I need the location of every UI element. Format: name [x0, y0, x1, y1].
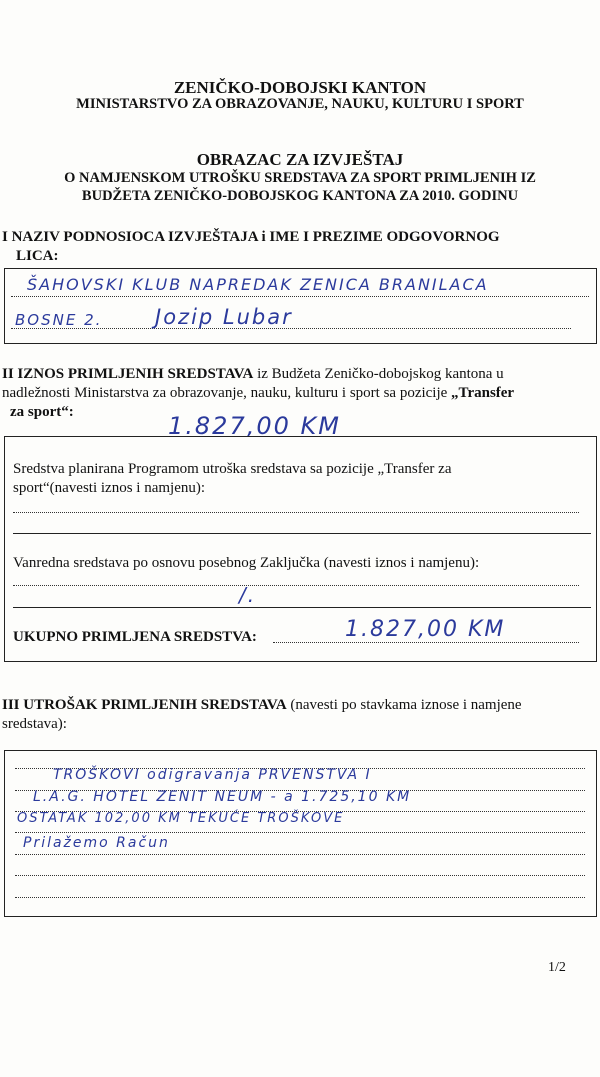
extra-funds-handwritten: /. — [239, 583, 257, 607]
section2-heading-text2: nadležnosti Ministarstva za obrazovanje, nauku, kulturu i sport sa pozicije — [2, 385, 452, 401]
received-amount-handwritten: 1.827,00 KM — [168, 412, 341, 440]
dotted-line — [13, 585, 579, 586]
section2-heading — [2, 365, 592, 384]
form-subtitle-line2: BUDŽETA ZENIČKO-DOBOJSKOG KANTONA ZA 2010. GODINU — [81, 188, 519, 204]
section2-box — [4, 436, 597, 662]
page-number: 1/2 — [548, 960, 566, 975]
expenditure-line-2: L.A.G. HOTEL ZENIT NEUM - a 1.725,10 KM — [33, 789, 412, 805]
ministry-title: MINISTARSTVO ZA OBRAZOVANJE, NAUKU, KULTURU I SPORT — [76, 96, 524, 112]
form-title: OBRAZAC ZA IZVJEŠTAJ — [196, 150, 404, 169]
section1-box — [4, 268, 597, 344]
total-label: UKUPNO PRIMLJENA SREDSTVA: — [13, 629, 257, 645]
section3-box — [4, 750, 597, 917]
responsible-person-handwritten: Jozip Lubar — [155, 305, 293, 329]
extra-funds-label: Vanredna sredstava po osnovu posebnog Zaključka (navesti iznos i namjenu): — [13, 555, 480, 571]
section3-heading-line2: sredstava): — [2, 716, 67, 732]
expenditure-line-1: TROŠKOVI odigravanja PRVENSTVA I — [53, 767, 372, 783]
section2-heading-line2 — [2, 384, 596, 403]
applicant-name-handwritten: ŠAHOVSKI KLUB NAPREDAK ZENICA BRANILACA — [27, 275, 489, 294]
form-subtitle-line1: O NAMJENSKOM UTROŠKU SREDSTAVA ZA SPORT PRIMLJENIH IZ — [64, 170, 536, 186]
expenditure-line-3: OSTATAK 102,00 KM TEKUĆE TROŠKOVE — [17, 811, 345, 826]
section2-heading-line3: za sport“: — [10, 404, 74, 420]
dotted-line — [15, 854, 585, 855]
dotted-line — [11, 296, 589, 297]
canton-title: ZENIČKO-DOBOJSKI KANTON — [173, 78, 427, 97]
section2-heading-text: iz Budžeta Zeničko-dobojskog kantona u — [253, 366, 504, 382]
total-amount-handwritten: 1.827,00 KM — [345, 617, 506, 642]
section2-heading-bold2: „Transfer — [451, 385, 515, 401]
planned-funds-label: Sredstva planirana Programom utroška sredstava sa pozicije „Transfer za — [13, 461, 452, 477]
section1-heading: I NAZIV PODNOSIOCA IZVJEŠTAJA i IME I PREZIME ODGOVORNOG — [2, 229, 500, 245]
dotted-line — [15, 897, 585, 898]
expenditure-line-4: Prilažemo Račun — [23, 835, 170, 851]
applicant-address-handwritten: BOSNE 2. — [15, 311, 103, 329]
dotted-line — [15, 875, 585, 876]
section2-heading-bold: II IZNOS PRIMLJENIH SREDSTAVA — [2, 366, 254, 382]
separator-line — [13, 607, 591, 608]
separator-line — [13, 533, 591, 534]
dotted-line — [15, 832, 585, 833]
section3-heading-bold: III UTROŠAK PRIMLJENIH SREDSTAVA — [2, 697, 287, 713]
section1-heading-cont: LICA: — [16, 248, 59, 264]
dotted-line — [13, 512, 579, 513]
section3-heading-text: (navesti po stavkama iznose i namjene — [286, 697, 522, 713]
planned-funds-label-cont: sport“(navesti iznos i namjenu): — [13, 480, 206, 496]
section3-heading — [2, 696, 592, 715]
dotted-line — [273, 642, 579, 643]
